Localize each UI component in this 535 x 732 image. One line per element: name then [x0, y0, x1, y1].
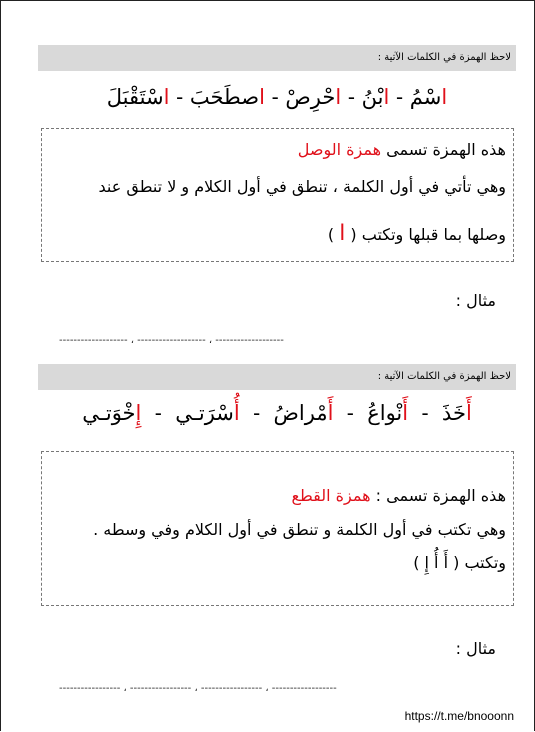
example-words-1 — [38, 85, 516, 109]
alif-symbol: ا — [339, 221, 346, 246]
example-word — [175, 401, 240, 425]
hamza-letter: أَ — [402, 401, 409, 425]
instruction-bar-2 — [38, 364, 516, 390]
rule-name-hamzat-al-qat: همزة القطع — [291, 486, 371, 505]
rule-box-2 — [41, 451, 514, 606]
hamza-letter: أَ — [327, 401, 334, 425]
hamza-letter: إِ — [135, 401, 142, 425]
hamza-letter: ا — [335, 85, 342, 109]
example-word — [190, 85, 265, 109]
word-rest: نْواعُ — [367, 401, 403, 425]
rule-line-2-1: هذه الهمزة تسمى : همزة القطع — [291, 486, 506, 505]
word-separator: - — [408, 401, 442, 425]
rule-line-1: هذه الهمزة تسمى همزة الوصل — [297, 140, 506, 159]
word-separator: - — [239, 401, 274, 425]
answer-dashes-1: ------------------- ، ------------------- ، ------------------- — [59, 335, 284, 346]
word-separator: - — [264, 85, 286, 109]
example-words-2 — [38, 401, 516, 425]
example-word — [367, 401, 408, 425]
word-separator: - — [169, 85, 190, 109]
rule-line-2-2: وهي تكتب في أول الكلمة و تنطق في أول الكلام وفي وسطه . — [93, 520, 506, 539]
instruction-text-2: لاحظ الهمزة في الكلمات الآتية : — [377, 371, 511, 382]
rule-box-1 — [41, 128, 514, 262]
word-rest: خَذَ — [441, 401, 466, 425]
answer-dashes-2: ----------------- ، ----------------- ، ----------------- ، ------------------ — [59, 683, 337, 694]
word-rest: حْرِصْ — [285, 85, 336, 109]
word-separator: - — [141, 401, 176, 425]
hamza-letter: ا — [163, 85, 170, 109]
example-word — [285, 85, 341, 109]
example-label-2: مثال : — [455, 639, 496, 658]
word-separator: - — [341, 85, 362, 109]
example-word — [82, 401, 141, 425]
word-rest: بْنُ — [361, 85, 384, 109]
word-rest: سْرَتـي — [175, 401, 234, 425]
example-word — [362, 85, 390, 109]
word-rest: خْوَتـي — [82, 401, 136, 425]
word-separator: - — [333, 401, 368, 425]
footer-link[interactable]: https://t.me/bnooonn — [404, 709, 514, 723]
word-rest: سْمُ — [409, 85, 442, 109]
rule-line-2-3: وتكتب ( أَ أُ إِ ) — [413, 553, 506, 572]
rule-line-3: وصلها بما قبلها وتكتب ( ا ) — [327, 221, 506, 246]
hamza-letter: أَ — [465, 401, 472, 425]
example-word — [410, 85, 447, 109]
hamza-letter: أُ — [233, 401, 240, 425]
rule-line-2: وهي تأتي في أول الكلمة ، تنطق في أول الكلام و لا تنطق عند — [98, 177, 506, 196]
example-word — [442, 401, 472, 425]
word-rest: سْتَقْبَلَ — [106, 85, 164, 109]
hamza-letter: ا — [383, 85, 390, 109]
instruction-bar-1 — [38, 45, 516, 71]
example-label-1: مثال : — [455, 291, 496, 310]
rule-name-hamzat-al-wasl: همزة الوصل — [297, 140, 382, 159]
hamza-letter: ا — [259, 85, 265, 109]
word-rest: مْراضُ — [273, 401, 328, 425]
hamza-letter: ا — [441, 85, 448, 109]
example-word — [274, 401, 334, 425]
instruction-text-1: لاحظ الهمزة في الكلمات الآتية : — [377, 52, 511, 63]
word-rest: صطَحَبَ — [189, 85, 260, 109]
word-separator: - — [389, 85, 410, 109]
example-word — [107, 85, 170, 109]
